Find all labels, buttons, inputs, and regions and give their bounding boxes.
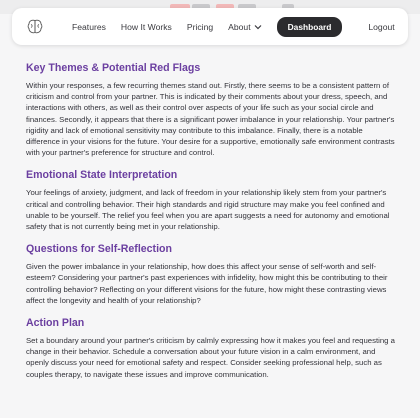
nav-links	[72, 17, 395, 37]
section-title: Questions for Self-Reflection	[26, 243, 172, 256]
section-self-reflection	[26, 243, 398, 306]
section-emotional-state	[26, 169, 398, 232]
section-title: Action Plan	[26, 317, 85, 330]
section-body: Given the power imbalance in your relationship, how does this affect your sense of self-worth and self-esteem? Considering your partner's past experiences with infidelity, how might this be contributing to their controlling behavior? Reflecting on your different visions for the future, how might these contrasting views affect the longevity and health of your relationship?	[26, 262, 388, 305]
navbar	[12, 8, 408, 45]
section-action-plan	[26, 317, 398, 380]
section-body: Set a boundary around your partner's criticism by calmly expressing how it makes you feel and requesting a change in their behavior. Schedule a conversation about your future vision in a calm environment, and openly discuss your need for emotional safety and respect. Consider seeking professional help, such as couples therapy, to navigate these issues and improve communication.	[26, 336, 395, 379]
brain-logo-icon[interactable]	[26, 18, 44, 36]
nav-link-about-label: About	[228, 21, 251, 32]
section-title: Key Themes & Potential Red Flags	[26, 62, 201, 74]
nav-link-pricing[interactable]: Pricing	[186, 21, 214, 32]
section-title: Emotional State Interpretation	[26, 169, 178, 182]
section-body: Within your responses, a few recurring themes stand out. Firstly, there seems to be a consistent pattern of criticism and control from your partner. This is indicated by their comments about your dress, speech, and interactions with others, as well as their control over aspects of your life such as your social circle and finances. Secondly, it appears that there is a significant power imbalance in your relationship. Your partner's rigidity and lack of emotional sensitivity may contribute to this imbalance. Finally, there is a notable difference in your visions for the future. Your desire for a supportive, emotionally safe environment contrasts with your partner's preference for structure and control.	[26, 81, 395, 158]
logout-link[interactable]: Logout	[368, 21, 395, 32]
section-key-themes	[26, 62, 398, 158]
dashboard-button[interactable]: Dashboard	[277, 17, 343, 37]
nav-link-how-it-works[interactable]: How It Works	[120, 21, 172, 32]
nav-link-features[interactable]: Features	[72, 21, 106, 32]
analysis-content	[26, 62, 398, 391]
nav-link-about[interactable]	[228, 22, 261, 32]
chevron-down-icon	[254, 24, 262, 30]
section-body: Your feelings of anxiety, judgment, and lack of freedom in your relationship likely stem from your partner's critical and controlling behavior. Their high standards and rigid structure may make you feel confined and unable to be yourself. The relief you feel when you are apart suggests a need for autonomy and emotional safety that is not currently being met in your relationship.	[26, 188, 390, 232]
